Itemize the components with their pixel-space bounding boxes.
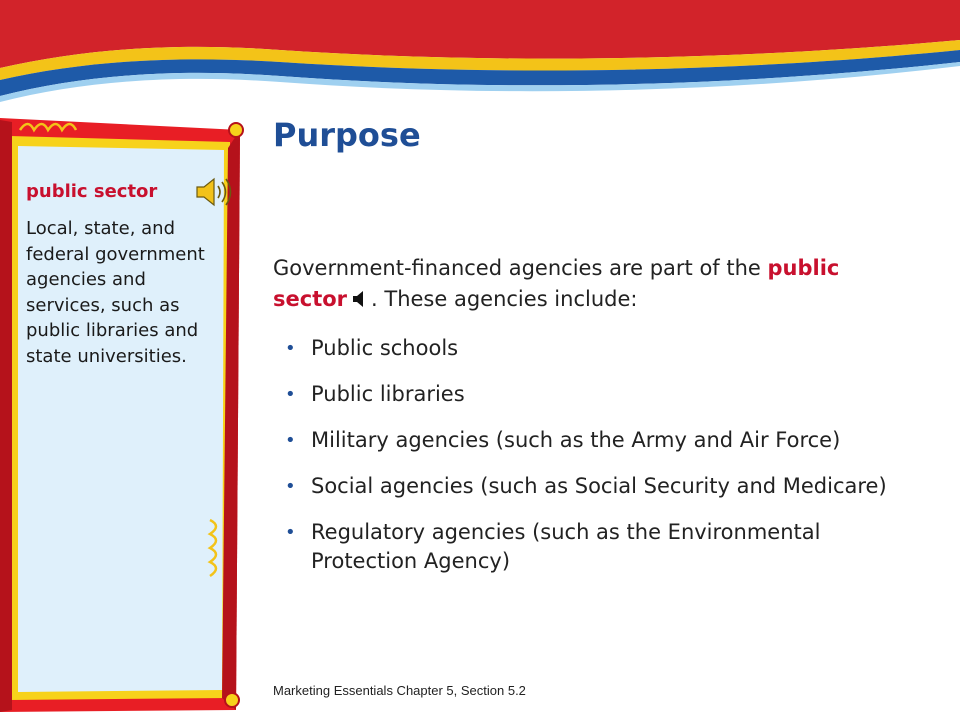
intro-term-link[interactable]: public sector bbox=[273, 256, 840, 311]
list-item-text: Public schools bbox=[311, 336, 459, 360]
glossary-definition: Local, state, and federal government agencies and services, such as public libraries and state universities. bbox=[26, 218, 205, 367]
list-item-text: Public libraries bbox=[311, 382, 465, 406]
list-item-text: Regulatory agencies (such as the Environmental Protection Agency) bbox=[311, 520, 821, 573]
intro-paragraph bbox=[273, 253, 913, 315]
list-item bbox=[285, 426, 905, 455]
agencies-list bbox=[285, 334, 905, 593]
footer-caption: Marketing Essentials Chapter 5, Section 5.2 bbox=[273, 683, 526, 698]
list-item bbox=[285, 380, 905, 409]
bullet-icon: • bbox=[285, 476, 296, 497]
list-item bbox=[285, 472, 905, 501]
header-banner bbox=[0, 0, 960, 110]
intro-text-before: Government-financed agencies are part of the bbox=[273, 256, 768, 280]
list-item bbox=[285, 334, 905, 363]
bullet-icon: • bbox=[285, 384, 296, 405]
glossary-panel bbox=[26, 180, 216, 369]
glossary-term: public sector bbox=[26, 181, 158, 202]
bullet-icon: • bbox=[285, 430, 296, 451]
bullet-icon: • bbox=[285, 338, 296, 359]
page-title: Purpose bbox=[273, 116, 421, 154]
bullet-icon: • bbox=[285, 522, 296, 543]
list-item-text: Social agencies (such as Social Security and Medicare) bbox=[311, 474, 887, 498]
speaker-icon[interactable] bbox=[193, 176, 235, 208]
list-item bbox=[285, 518, 905, 576]
list-item-text: Military agencies (such as the Army and Air Force) bbox=[311, 428, 841, 452]
audio-speaker-icon[interactable] bbox=[351, 290, 371, 308]
intro-text-after: . These agencies include: bbox=[371, 287, 638, 311]
